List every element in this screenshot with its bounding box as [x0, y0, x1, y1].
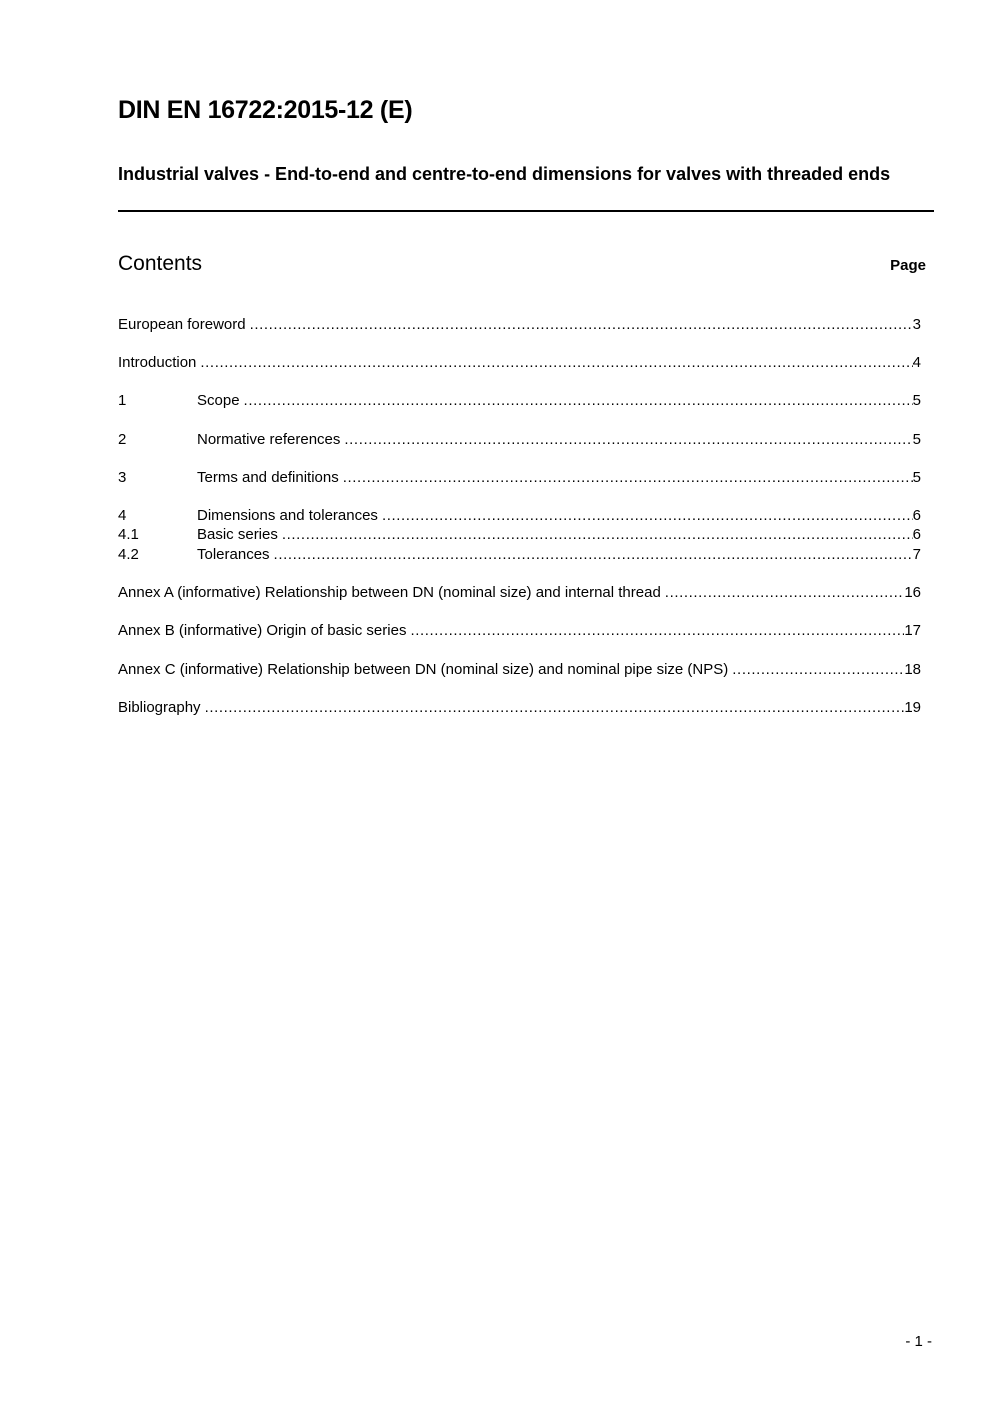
toc-entry-annex-c[interactable] — [118, 660, 921, 680]
toc-entry-page: 17 — [904, 622, 921, 639]
document-id: DIN EN 16722:2015-12 (E) — [118, 96, 413, 124]
toc-entry-normative-references[interactable] — [118, 430, 921, 450]
toc-entry-introduction[interactable] — [118, 353, 921, 373]
toc-entry-annex-b[interactable] — [118, 621, 921, 641]
toc-entry-tolerances[interactable] — [118, 545, 921, 565]
toc-entry-text: Scope — [197, 392, 240, 409]
toc-entry-page: 5 — [912, 392, 921, 409]
toc-leader-dots — [344, 430, 912, 450]
toc-leader-dots — [382, 506, 913, 526]
toc-leader-dots — [732, 660, 904, 680]
footer-page-number: - 1 - — [905, 1333, 932, 1350]
contents-heading: Contents — [118, 252, 203, 275]
toc-leader-dots — [200, 353, 912, 373]
toc-entry-text: Terms and definitions — [197, 469, 339, 486]
toc-entry-number: 1 — [118, 392, 127, 409]
toc-entry-number: 4 — [118, 507, 127, 524]
toc-entry-page: 6 — [912, 507, 921, 524]
toc-leader-dots — [274, 545, 913, 565]
toc-entry-page: 7 — [912, 546, 921, 563]
toc-entry-text: Annex A (informative) Relationship between DN (nominal size) and internal thread — [118, 584, 661, 601]
toc-leader-dots — [410, 621, 904, 641]
toc-entry-page: 4 — [912, 354, 921, 371]
toc-leader-dots — [665, 583, 905, 603]
toc-entry-number: 3 — [118, 469, 127, 486]
document-title: Industrial valves - End-to-end and centre-to-end dimensions for valves with threaded ends — [118, 164, 891, 184]
toc-entry-scope[interactable] — [118, 391, 921, 411]
toc-entry-page: 18 — [904, 661, 921, 678]
toc-entry-text: Introduction — [118, 354, 197, 371]
toc-leader-dots — [244, 391, 913, 411]
toc-entry-text: European foreword — [118, 316, 246, 333]
toc-leader-dots — [343, 468, 913, 488]
toc-entry-terms-and-definitions[interactable] — [118, 468, 921, 488]
toc-entry-page: 3 — [912, 316, 921, 333]
toc-entry-text: Annex B (informative) Origin of basic series — [118, 622, 407, 639]
toc-entry-page: 5 — [912, 431, 921, 448]
toc-entry-basic-series[interactable] — [118, 525, 921, 545]
toc-entry-text: Normative references — [197, 431, 341, 448]
toc-entry-text: Dimensions and tolerances — [197, 507, 378, 524]
toc-leader-dots — [250, 315, 913, 335]
toc-entry-page: 19 — [904, 699, 921, 716]
toc-entry-page: 16 — [904, 584, 921, 601]
toc-entry-bibliography[interactable] — [118, 698, 921, 718]
toc-entry-european-foreword[interactable] — [118, 315, 921, 335]
toc-entry-text: Annex C (informative) Relationship between DN (nominal size) and nominal pipe size (NPS) — [118, 661, 729, 678]
toc-entry-text: Basic series — [197, 526, 278, 543]
page-column-label: Page — [890, 257, 926, 274]
toc-entry-page: 6 — [912, 526, 921, 543]
title-divider — [118, 210, 934, 212]
toc-entry-number: 4.2 — [118, 546, 139, 563]
toc-entry-text: Bibliography — [118, 699, 201, 716]
toc-leader-dots — [282, 525, 913, 545]
toc-entry-number: 4.1 — [118, 526, 139, 543]
toc-entry-number: 2 — [118, 431, 127, 448]
toc-entry-page: 5 — [912, 469, 921, 486]
toc-entry-annex-a[interactable] — [118, 583, 921, 603]
toc-entry-dimensions-and-tolerances[interactable] — [118, 506, 921, 526]
toc-entry-text: Tolerances — [197, 546, 270, 563]
toc-leader-dots — [205, 698, 905, 718]
